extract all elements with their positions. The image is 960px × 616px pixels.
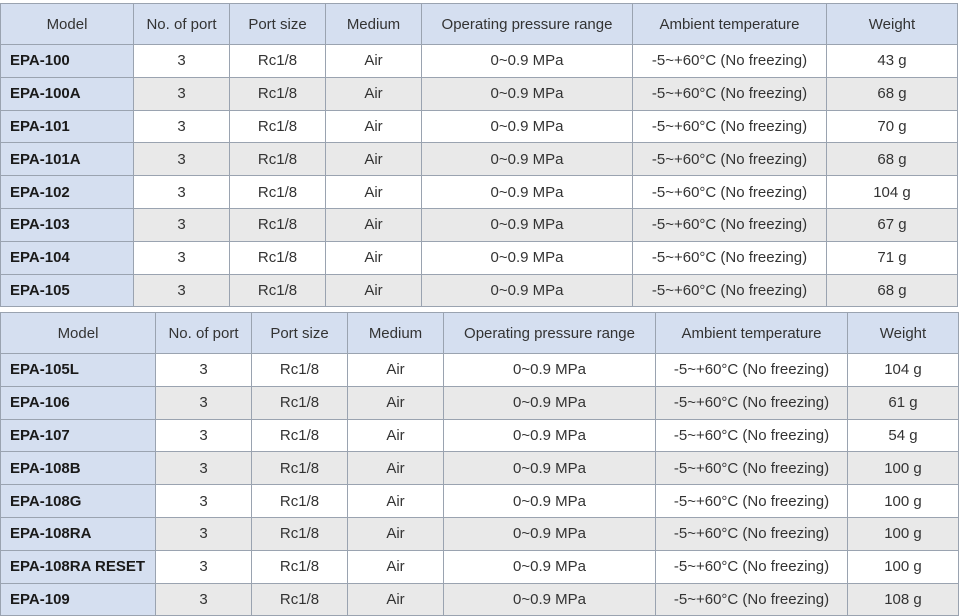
temperature-cell: -5~+60°C (No freezing) <box>656 583 848 616</box>
weight-cell: 68 g <box>827 274 958 307</box>
header-weight: Weight <box>848 313 959 354</box>
temperature-cell: -5~+60°C (No freezing) <box>656 485 848 518</box>
medium-cell: Air <box>326 110 422 143</box>
weight-cell: 100 g <box>848 550 959 583</box>
port-size-cell: Rc1/8 <box>230 241 326 274</box>
weight-cell: 68 g <box>827 77 958 110</box>
ports-cell: 3 <box>156 550 252 583</box>
spec-table-1 <box>0 3 958 307</box>
pressure-cell: 0~0.9 MPa <box>444 419 656 452</box>
port-size-cell: Rc1/8 <box>252 354 348 387</box>
temperature-cell: -5~+60°C (No freezing) <box>633 77 827 110</box>
temperature-cell: -5~+60°C (No freezing) <box>633 110 827 143</box>
temperature-cell: -5~+60°C (No freezing) <box>633 241 827 274</box>
ports-cell: 3 <box>156 419 252 452</box>
medium-cell: Air <box>348 517 444 550</box>
weight-cell: 100 g <box>848 452 959 485</box>
ports-cell: 3 <box>134 110 230 143</box>
medium-cell: Air <box>348 452 444 485</box>
table-row <box>1 517 959 550</box>
header-port-size: Port size <box>230 4 326 45</box>
header-weight: Weight <box>827 4 958 45</box>
ports-cell: 3 <box>134 208 230 241</box>
header-model: Model <box>1 313 156 354</box>
pressure-cell: 0~0.9 MPa <box>422 274 633 307</box>
port-size-cell: Rc1/8 <box>252 550 348 583</box>
port-size-cell: Rc1/8 <box>230 143 326 176</box>
weight-cell: 104 g <box>827 176 958 209</box>
table-row <box>1 45 958 78</box>
weight-cell: 108 g <box>848 583 959 616</box>
temperature-cell: -5~+60°C (No freezing) <box>656 419 848 452</box>
medium-cell: Air <box>326 45 422 78</box>
table-row <box>1 110 958 143</box>
port-size-cell: Rc1/8 <box>230 274 326 307</box>
ports-cell: 3 <box>134 274 230 307</box>
model-cell: EPA-100 <box>1 45 134 78</box>
pressure-cell: 0~0.9 MPa <box>444 485 656 518</box>
pressure-cell: 0~0.9 MPa <box>444 550 656 583</box>
temperature-cell: -5~+60°C (No freezing) <box>633 208 827 241</box>
model-cell: EPA-106 <box>1 386 156 419</box>
table-row <box>1 419 959 452</box>
temperature-cell: -5~+60°C (No freezing) <box>633 45 827 78</box>
model-cell: EPA-108RA <box>1 517 156 550</box>
pressure-cell: 0~0.9 MPa <box>444 583 656 616</box>
pressure-cell: 0~0.9 MPa <box>422 77 633 110</box>
medium-cell: Air <box>326 208 422 241</box>
model-cell: EPA-102 <box>1 176 134 209</box>
header-no-of-port: No. of port <box>156 313 252 354</box>
weight-cell: 70 g <box>827 110 958 143</box>
weight-cell: 104 g <box>848 354 959 387</box>
table-row <box>1 550 959 583</box>
ports-cell: 3 <box>156 583 252 616</box>
port-size-cell: Rc1/8 <box>230 208 326 241</box>
pressure-cell: 0~0.9 MPa <box>422 176 633 209</box>
temperature-cell: -5~+60°C (No freezing) <box>633 143 827 176</box>
pressure-cell: 0~0.9 MPa <box>422 241 633 274</box>
pressure-cell: 0~0.9 MPa <box>422 110 633 143</box>
ports-cell: 3 <box>134 77 230 110</box>
temperature-cell: -5~+60°C (No freezing) <box>656 517 848 550</box>
ports-cell: 3 <box>134 241 230 274</box>
header-operating-pressure: Operating pressure range <box>422 4 633 45</box>
weight-cell: 61 g <box>848 386 959 419</box>
port-size-cell: Rc1/8 <box>252 517 348 550</box>
temperature-cell: -5~+60°C (No freezing) <box>633 176 827 209</box>
port-size-cell: Rc1/8 <box>230 77 326 110</box>
temperature-cell: -5~+60°C (No freezing) <box>656 386 848 419</box>
table-row <box>1 583 959 616</box>
weight-cell: 68 g <box>827 143 958 176</box>
model-cell: EPA-108RA RESET <box>1 550 156 583</box>
table-row <box>1 386 959 419</box>
model-cell: EPA-104 <box>1 241 134 274</box>
model-cell: EPA-101A <box>1 143 134 176</box>
ports-cell: 3 <box>156 354 252 387</box>
pressure-cell: 0~0.9 MPa <box>444 354 656 387</box>
ports-cell: 3 <box>156 386 252 419</box>
port-size-cell: Rc1/8 <box>252 583 348 616</box>
port-size-cell: Rc1/8 <box>252 419 348 452</box>
port-size-cell: Rc1/8 <box>252 485 348 518</box>
table-row <box>1 241 958 274</box>
table-header-row <box>1 4 958 45</box>
table-header-row <box>1 313 959 354</box>
medium-cell: Air <box>348 550 444 583</box>
weight-cell: 71 g <box>827 241 958 274</box>
medium-cell: Air <box>348 354 444 387</box>
medium-cell: Air <box>326 143 422 176</box>
pressure-cell: 0~0.9 MPa <box>422 45 633 78</box>
ports-cell: 3 <box>134 45 230 78</box>
spec-table-2 <box>0 312 959 616</box>
header-medium: Medium <box>348 313 444 354</box>
port-size-cell: Rc1/8 <box>230 110 326 143</box>
temperature-cell: -5~+60°C (No freezing) <box>656 452 848 485</box>
table-row <box>1 77 958 110</box>
header-ambient-temperature: Ambient temperature <box>633 4 827 45</box>
ports-cell: 3 <box>156 452 252 485</box>
pressure-cell: 0~0.9 MPa <box>422 208 633 241</box>
model-cell: EPA-107 <box>1 419 156 452</box>
model-cell: EPA-108B <box>1 452 156 485</box>
header-medium: Medium <box>326 4 422 45</box>
temperature-cell: -5~+60°C (No freezing) <box>656 354 848 387</box>
table-row <box>1 208 958 241</box>
header-model: Model <box>1 4 134 45</box>
header-ambient-temperature: Ambient temperature <box>656 313 848 354</box>
pressure-cell: 0~0.9 MPa <box>444 386 656 419</box>
medium-cell: Air <box>348 386 444 419</box>
table-row <box>1 274 958 307</box>
table-row <box>1 452 959 485</box>
model-cell: EPA-109 <box>1 583 156 616</box>
model-cell: EPA-105L <box>1 354 156 387</box>
ports-cell: 3 <box>134 143 230 176</box>
medium-cell: Air <box>326 274 422 307</box>
weight-cell: 43 g <box>827 45 958 78</box>
header-port-size: Port size <box>252 313 348 354</box>
model-cell: EPA-108G <box>1 485 156 518</box>
port-size-cell: Rc1/8 <box>230 45 326 78</box>
table-row <box>1 143 958 176</box>
temperature-cell: -5~+60°C (No freezing) <box>633 274 827 307</box>
ports-cell: 3 <box>156 485 252 518</box>
medium-cell: Air <box>348 419 444 452</box>
medium-cell: Air <box>326 176 422 209</box>
ports-cell: 3 <box>134 176 230 209</box>
port-size-cell: Rc1/8 <box>252 452 348 485</box>
header-operating-pressure: Operating pressure range <box>444 313 656 354</box>
model-cell: EPA-105 <box>1 274 134 307</box>
model-cell: EPA-103 <box>1 208 134 241</box>
table-row <box>1 485 959 518</box>
port-size-cell: Rc1/8 <box>230 176 326 209</box>
medium-cell: Air <box>326 241 422 274</box>
medium-cell: Air <box>326 77 422 110</box>
weight-cell: 100 g <box>848 517 959 550</box>
weight-cell: 67 g <box>827 208 958 241</box>
medium-cell: Air <box>348 485 444 518</box>
temperature-cell: -5~+60°C (No freezing) <box>656 550 848 583</box>
weight-cell: 100 g <box>848 485 959 518</box>
ports-cell: 3 <box>156 517 252 550</box>
header-no-of-port: No. of port <box>134 4 230 45</box>
table-row <box>1 354 959 387</box>
weight-cell: 54 g <box>848 419 959 452</box>
pressure-cell: 0~0.9 MPa <box>444 517 656 550</box>
port-size-cell: Rc1/8 <box>252 386 348 419</box>
model-cell: EPA-101 <box>1 110 134 143</box>
pressure-cell: 0~0.9 MPa <box>422 143 633 176</box>
medium-cell: Air <box>348 583 444 616</box>
model-cell: EPA-100A <box>1 77 134 110</box>
table-row <box>1 176 958 209</box>
pressure-cell: 0~0.9 MPa <box>444 452 656 485</box>
